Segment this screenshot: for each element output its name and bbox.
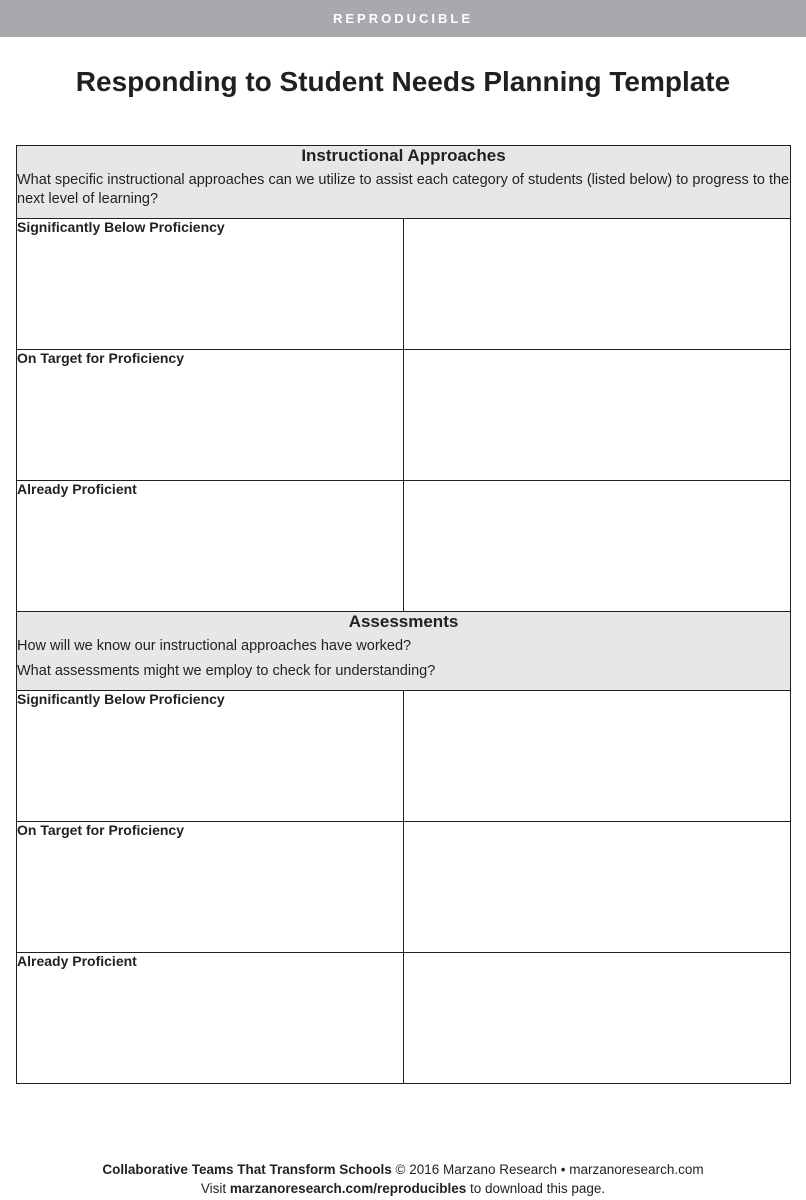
table-row xyxy=(17,350,791,481)
section-prompt-line: What assessments might we employ to check for understanding? xyxy=(17,663,436,679)
row-label-already-proficient: Already Proficient xyxy=(17,481,404,612)
section-header-instructional-approaches xyxy=(17,146,791,219)
response-cell[interactable] xyxy=(404,822,791,953)
row-label-already-proficient: Already Proficient xyxy=(17,953,404,1084)
response-cell[interactable] xyxy=(404,481,791,612)
section-title: Instructional Approaches xyxy=(301,146,506,165)
row-label-significantly-below: Significantly Below Proficiency xyxy=(17,219,404,350)
planning-template-table xyxy=(16,145,791,1084)
row-label-on-target: On Target for Proficiency xyxy=(17,350,404,481)
table-row xyxy=(17,691,791,822)
footer-line-1 xyxy=(0,1160,806,1179)
row-label-on-target: On Target for Proficiency xyxy=(17,822,404,953)
table-row xyxy=(17,219,791,350)
reproducible-banner xyxy=(0,0,806,37)
section-prompt xyxy=(17,171,790,209)
response-cell[interactable] xyxy=(404,953,791,1084)
section-header-assessments xyxy=(17,612,791,691)
visit-suffix: to download this page. xyxy=(470,1181,606,1196)
page-footer xyxy=(0,1160,806,1198)
table-row xyxy=(17,822,791,953)
visit-prefix: Visit xyxy=(200,1181,227,1196)
section-prompt-line: What specific instructional approaches can we utilize to assist each category of students (listed below) to progress to the next level of learning? xyxy=(17,172,790,207)
row-label-significantly-below: Significantly Below Proficiency xyxy=(17,691,404,822)
reproducibles-link[interactable]: marzanoresearch.com/reproducibles xyxy=(229,1181,467,1196)
table-row xyxy=(17,953,791,1084)
response-cell[interactable] xyxy=(404,219,791,350)
page-title: Responding to Student Needs Planning Template xyxy=(75,66,731,97)
section-prompt xyxy=(17,637,790,681)
response-cell[interactable] xyxy=(404,691,791,822)
banner-label: REPRODUCIBLE xyxy=(332,11,473,26)
table-row xyxy=(17,481,791,612)
book-title: Collaborative Teams That Transform Schools xyxy=(102,1162,392,1177)
section-title: Assessments xyxy=(348,612,459,631)
copyright-text: © 2016 Marzano Research • marzanoresearch.com xyxy=(395,1162,704,1177)
footer-line-2 xyxy=(0,1179,806,1198)
response-cell[interactable] xyxy=(404,350,791,481)
section-prompt-line: How will we know our instructional approaches have worked? xyxy=(17,638,412,654)
